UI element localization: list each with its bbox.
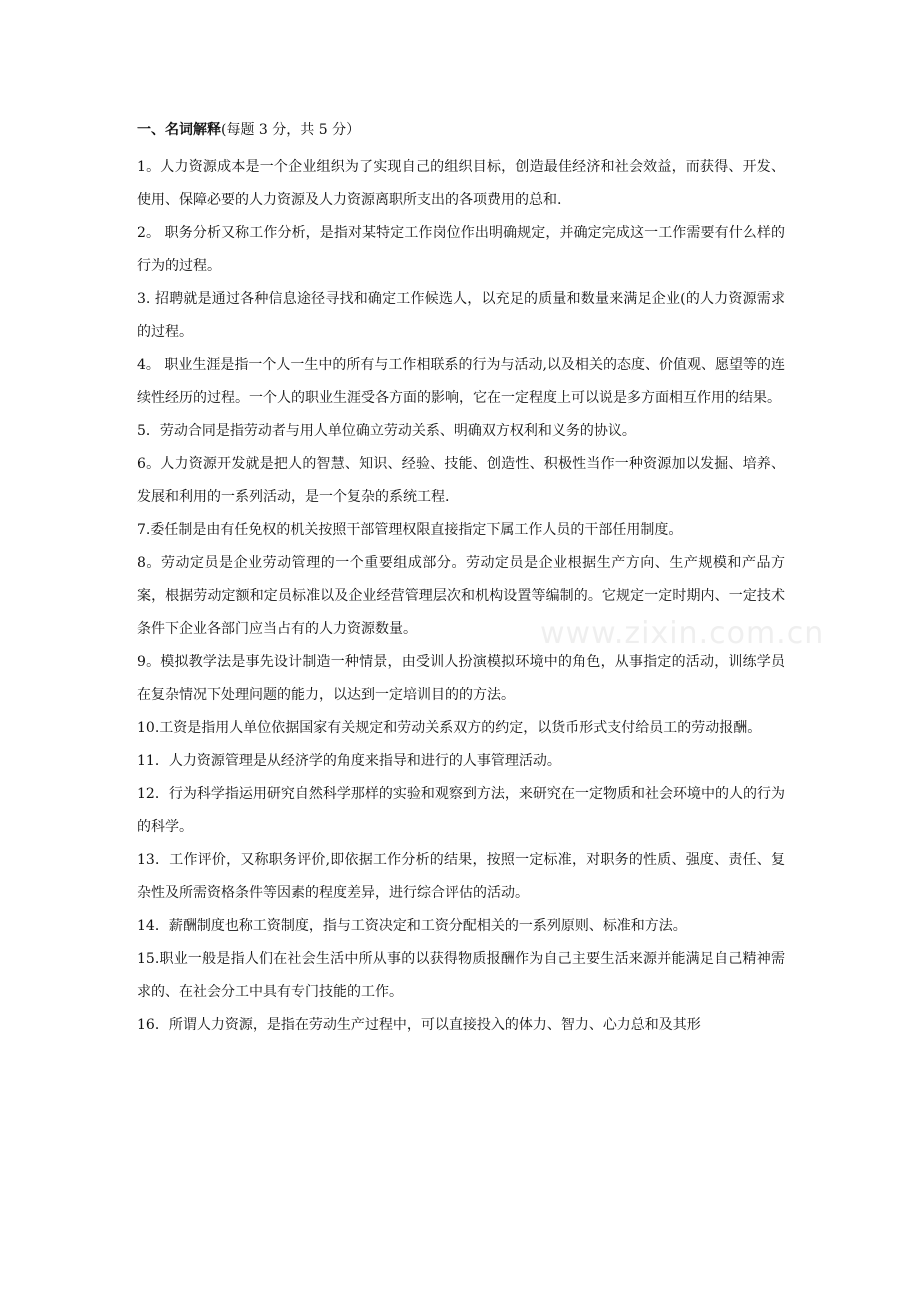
section-heading xyxy=(137,118,785,142)
definition-paragraph: 3. 招聘就是通过各种信息途径寻找和确定工作候选人，以充足的质量和数量来满足企业(的人力资源需求的过程。 xyxy=(137,291,785,340)
definition-paragraph: 11．人力资源管理是从经济学的角度来指导和进行的人事管理活动。 xyxy=(137,753,561,769)
document-page xyxy=(137,118,785,1042)
definition-paragraph: 9。模拟教学法是事先设计制造一种情景，由受训人扮演模拟环境中的角色，从事指定的活动，训练学员在复杂情况下处理问题的能力，以达到一定培训目的的方法。 xyxy=(137,654,785,703)
definition-paragraph: 8。劳动定员是企业劳动管理的一个重要组成部分。劳动定员是企业根据生产方向、生产规模和产品方案，根据劳动定额和定员标准以及企业经营管理层次和机构设置等编制的。它规定一定时期内、一定技术条件下企业各部门应当占有的人力资源数量。 xyxy=(137,555,785,637)
section-heading-note: (每题 3 分，共 5 分） xyxy=(221,122,361,138)
definition-paragraph: 12．行为科学指运用研究自然科学那样的实验和观察到方法，来研究在一定物质和社会环境中的人的行为的科学。 xyxy=(137,786,785,835)
definition-paragraph: 15.职业一般是指人们在社会生活中所从事的以获得物质报酬作为自己主要生活来源并能满足自己精神需求的、在社会分工中具有专门技能的工作。 xyxy=(137,951,785,1000)
definition-paragraph: 2。 职务分析又称工作分析，是指对某特定工作岗位作出明确规定，并确定完成这一工作需要有什么样的行为的过程。 xyxy=(137,225,785,274)
definition-paragraph: 14．薪酬制度也称工资制度，指与工资决定和工资分配相关的一系列原则、标准和方法。 xyxy=(137,918,687,934)
watermark: www.zixin.com.cn xyxy=(540,616,825,651)
definition-paragraph: 5．劳动合同是指劳动者与用人单位确立劳动关系、明确双方权利和义务的协议。 xyxy=(137,423,636,439)
definition-paragraph: 4。 职业生涯是指一个人一生中的所有与工作相联系的行为与活动,以及相关的态度、价值观、愿望等的连续性经历的过程。一个人的职业生涯受各方面的影响，它在一定程度上可以说是多方面相互作用的结果。 xyxy=(137,357,785,406)
definition-paragraph: 16．所谓人力资源，是指在劳动生产过程中，可以直接投入的体力、智力、心力总和及其形 xyxy=(137,1017,701,1033)
definition-paragraph: 10.工资是指用人单位依据国家有关规定和劳动关系双方的约定，以货币形式支付给员工的劳动报酬。 xyxy=(137,720,762,736)
definition-paragraph: 7.委任制是由有任免权的机关按照干部管理权限直接指定下属工作人员的干部任用制度。 xyxy=(137,522,683,538)
definition-paragraph: 13．工作评价，又称职务评价,即依据工作分析的结果，按照一定标准，对职务的性质、强度、责任、复杂性及所需资格条件等因素的程度差异，进行综合评估的活动。 xyxy=(137,852,785,901)
definition-paragraph: 1。人力资源成本是一个企业组织为了实现自己的组织目标，创造最佳经济和社会效益，而获得、开发、使用、保障必要的人力资源及人力资源离职所支出的各项费用的总和. xyxy=(137,159,785,208)
section-heading-title: 一、名词解释 xyxy=(137,122,221,138)
definition-paragraph: 6。人力资源开发就是把人的智慧、知识、经验、技能、创造性、积极性当作一种资源加以发掘、培养、发展和利用的一系列活动，是一个复杂的系统工程. xyxy=(137,456,785,505)
